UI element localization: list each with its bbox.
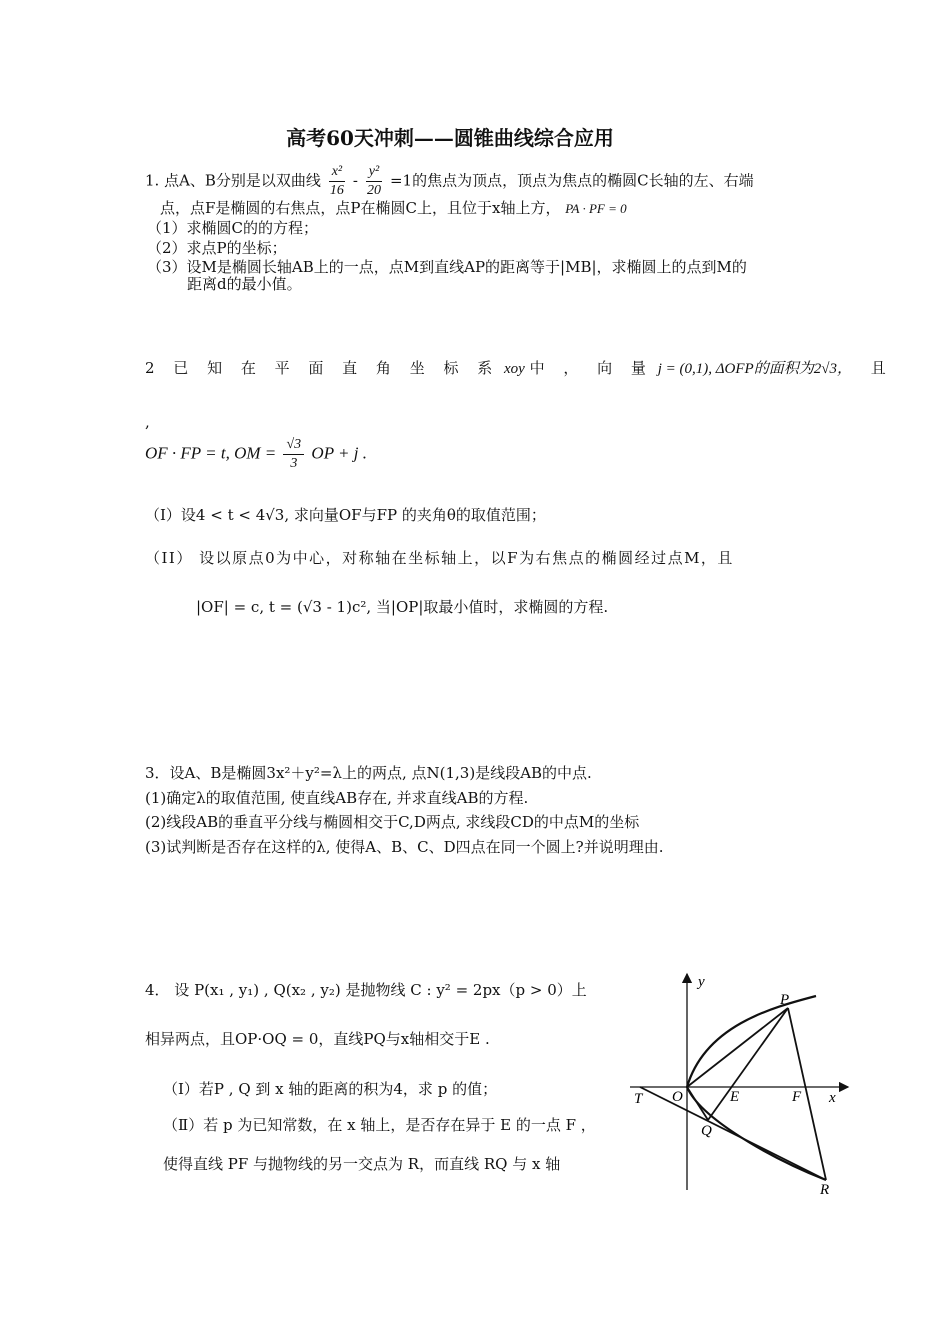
label-F: F	[792, 1089, 802, 1105]
problem-4-line-2: 相异两点，且OP·OQ = 0，直线PQ与x轴相交于E .	[145, 1030, 490, 1048]
label-E: E	[730, 1089, 740, 1105]
problem-4-question-II: （Ⅱ）若 p 为已知常数，在 x 轴上，是否存在异于 E 的一点 F ，	[163, 1116, 596, 1134]
stray-comma: ,	[145, 413, 150, 431]
problem-2-question-I: （I）设4 < t < 4√3, 求向量OF与FP 的夹角θ的取值范围；	[145, 506, 546, 524]
label-Q: Q	[701, 1123, 712, 1139]
problem-1-question-3-cont: 距离d的最小值。	[187, 275, 302, 293]
problem-3-line-1: 3．设A、B是椭圆3x²＋y²=λ上的两点, 点N(1,3)是线段AB的中点.	[145, 764, 592, 782]
problem-3-line-2: (1)确定λ的取值范围, 使直线AB存在, 并求直线AB的方程.	[145, 789, 529, 807]
problem-1-question-1: （1）求椭圆C的的方程；	[147, 219, 319, 237]
label-R: R	[820, 1182, 830, 1198]
problem-4-question-I: （Ⅰ）若P , Q 到 x 轴的距离的积为4，求 p 的值；	[163, 1080, 498, 1098]
problem-4-line-1: 4． 设 P(x₁ , y₁) , Q(x₂ , y₂) 是抛物线 C : y² = 2px（p > 0）上	[145, 981, 587, 999]
problem-2-question-II: （II） 设以原点0为中心，对称轴在坐标轴上，以F为右焦点的椭圆经过点M，且	[145, 549, 734, 567]
label-P: P	[780, 992, 790, 1008]
problem-1-line-2: 点，点F是椭圆的右焦点，点P在椭圆C上，且位于x轴上方， PA · PF = 0	[160, 199, 627, 217]
page-title: 高考60天冲刺——圆锥曲线综合应用	[286, 126, 614, 150]
label-T: T	[634, 1091, 643, 1107]
fraction-y2-20: $\frac{\text{y²}}{20}$	[366, 164, 381, 198]
vector-dot-product: PA · PF = 0	[565, 201, 627, 216]
fraction-sqrt3-3: $\frac{√3}{3}$	[283, 436, 304, 473]
parabola-figure	[620, 968, 860, 1198]
line-OP	[687, 1008, 788, 1087]
problem-1-question-3: （3）设M是椭圆长轴AB上的一点，点M到直线AP的距离等于|MB|，求椭圆上的点到M的	[147, 258, 747, 276]
problem-2-line-2: OF · FP = t, OM = $\frac{√3}{3}$ OP + j .	[145, 437, 367, 471]
problem-2-question-II-cont: |OF| = c, t = (√3 - 1)c², 当|OP|取最小值时，求椭圆的方程.	[196, 598, 609, 616]
problem-1-question-2: （2）求点P的坐标；	[147, 239, 287, 257]
problem-4-question-II-cont: 使得直线 PF 与抛物线的另一交点为 R，而直线 RQ 与 x 轴	[163, 1155, 561, 1173]
label-O: O	[672, 1089, 683, 1105]
problem-3-line-3: (2)线段AB的垂直平分线与椭圆相交于C,D两点, 求线段CD的中点M的坐标	[145, 813, 640, 831]
problem-3-line-4: (3)试判断是否存在这样的λ, 使得A、B、C、D四点在同一个圆上?并说明理由.	[145, 838, 664, 856]
problem-1-text-a: 1. 点A、B分别是以双曲线	[145, 171, 321, 190]
problem-2-line-1: 2 已 知 在 平 面 直 角 坐 标 系 xoy 中 ， 向 量 j = (0,1), ΔOFP的面积为2√3， 且	[145, 359, 886, 377]
label-y: y	[698, 974, 705, 990]
line-PQ	[708, 1008, 788, 1120]
problem-1-text-b: =1的焦点为顶点，顶点为焦点的椭圆C长轴的左、右端	[389, 171, 754, 190]
fraction-x2-16: $\frac{\text{x²}}{16}$	[329, 164, 344, 198]
problem-1-line-1: 1. 点A、B分别是以双曲线 $\frac{\text{x²}}{16}$ - $\frac{\text{y²}}{20}$ =1的焦点为顶点，顶点为焦点的椭圆C长轴的左、右端	[145, 164, 754, 198]
label-x: x	[829, 1090, 836, 1106]
